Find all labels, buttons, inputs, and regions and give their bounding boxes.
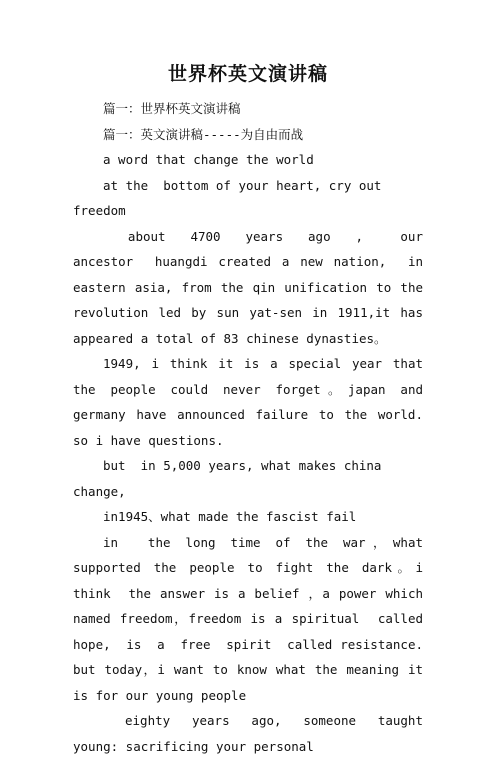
paragraph: 1949, i think it is a special year that the people could never forget。japan and germany have announced failure to the world. so i have questions. xyxy=(73,356,431,448)
paragraph: eighty years ago, someone taught young: sacrificing your personal xyxy=(73,713,439,754)
paragraph: about 4700 years ago , our ancestor huangdi created a new nation, in eastern asia, from the qin unification to the revolution led by sun yat-sen in 1911,it has appeared a total of 83 chinese dynasties。 xyxy=(73,228,439,346)
document-title: 世界杯英文演讲稿 xyxy=(167,63,328,85)
paragraph: 篇一：英文演讲稿-----为自由而战 xyxy=(103,126,304,142)
paragraph: in1945、what made the fascist fail xyxy=(103,509,357,524)
paragraph: 篇一：世界杯英文演讲稿 xyxy=(103,101,241,116)
paragraph: at the bottom of your heart, cry out freedom xyxy=(73,177,389,218)
paragraph: a word that change the world xyxy=(103,152,314,167)
paragraph: in the long time of the war，what supported the people to fight the dark。i think the answer is a belief ，a power which named freedom，freedom is a spiritual called hope, is a free spirit called resistance. but today，i want to know what the meaning it is for our young people xyxy=(73,534,439,703)
document-body xyxy=(73,96,439,759)
paragraph: but in 5,000 years, what makes china change, xyxy=(73,458,389,499)
